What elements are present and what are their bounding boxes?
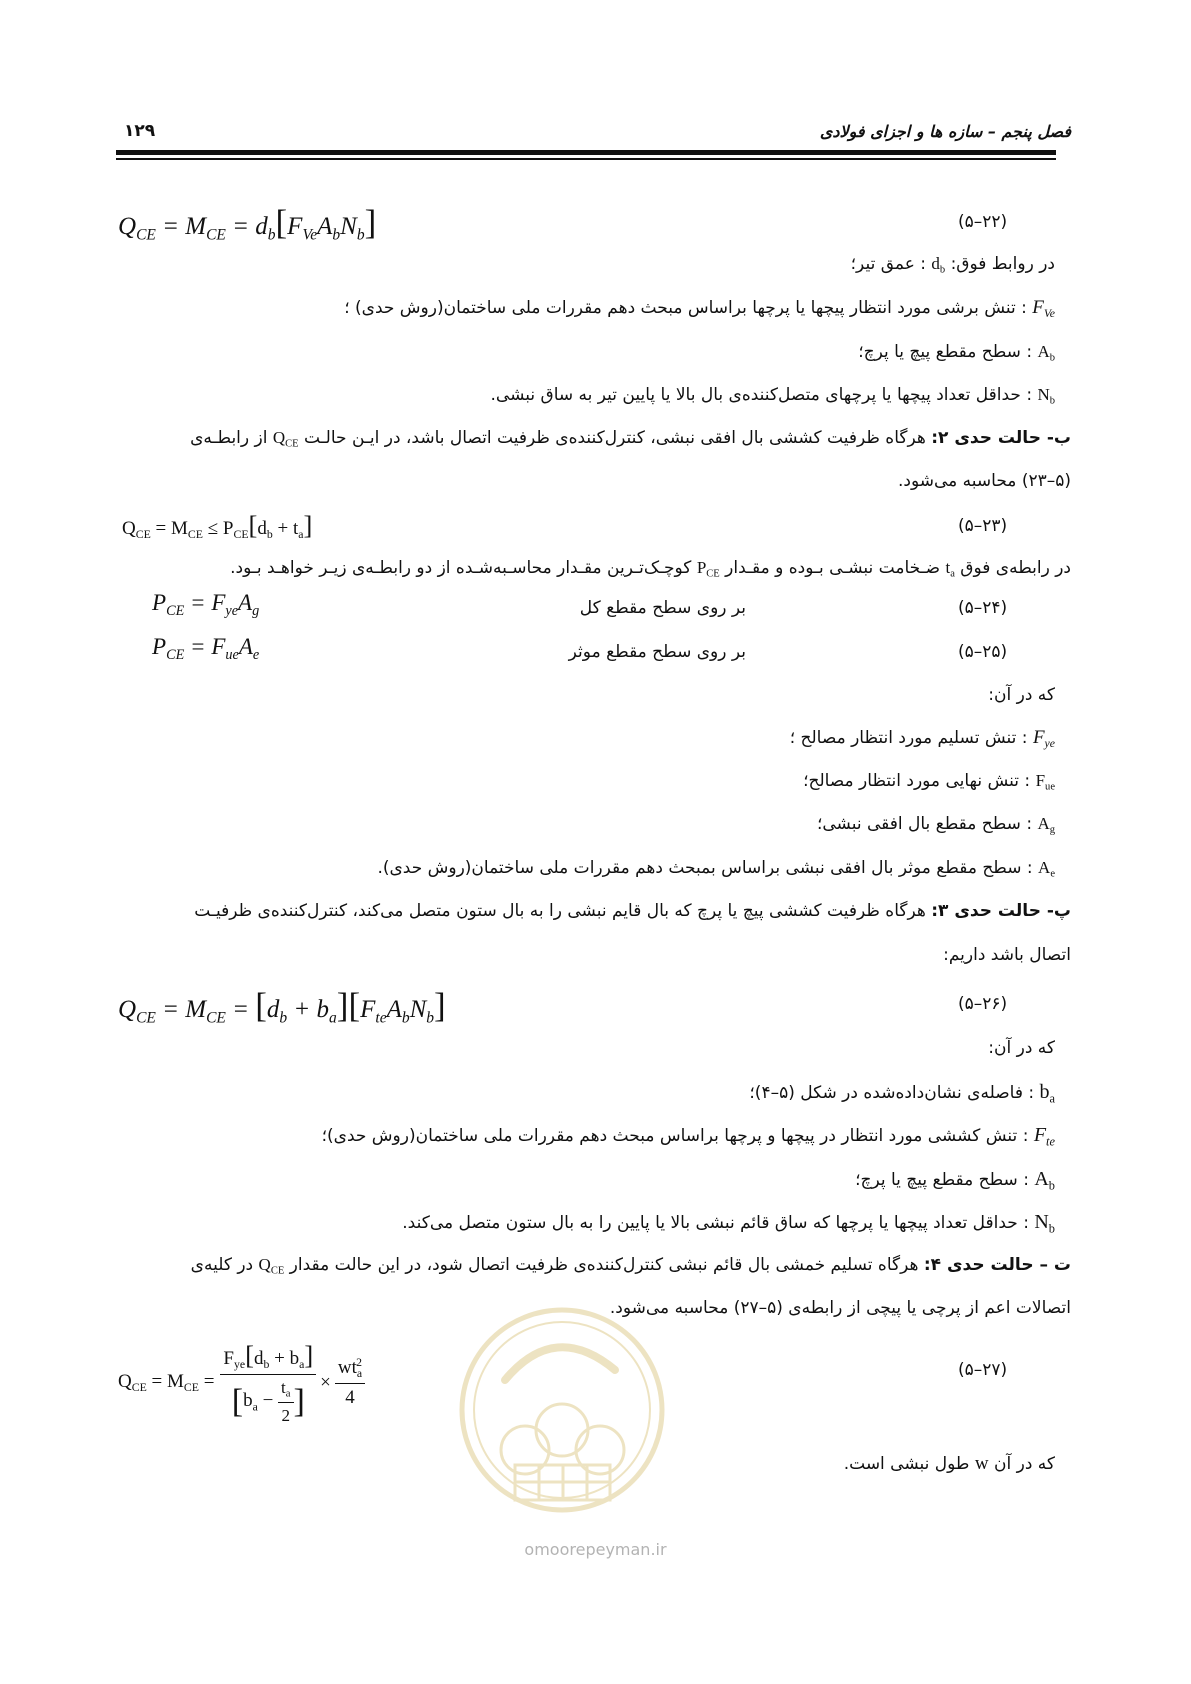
equation-26-number: (۵–۲۶): [958, 994, 1008, 1014]
eq27-second-fraction: $\frac{wt_a^2}{4}$: [335, 1356, 365, 1409]
defs2-intro: که در آن:: [988, 685, 1055, 705]
equation-22: $Q_{CE} = M_{CE} = d_b[F_{Ve}A_bN_b]$: [118, 203, 377, 244]
defs1-intro-line: در روابط فوق: $d_b$ : عمق تیر؛: [850, 254, 1055, 276]
equation-23-number: (۵–۲۳): [958, 516, 1008, 536]
watermark-logo: [455, 1300, 670, 1530]
page-number: ۱۲۹: [124, 121, 156, 141]
chapter-title: فصل پنجم – سازه ها و اجزای فولادی: [819, 122, 1071, 141]
header-rule-thin: [116, 158, 1056, 160]
def-fye: $F_{ye}$ : تنش تسلیم مورد انتظار مصالح ؛: [789, 727, 1055, 751]
case4-paragraph-line2: اتصالات اعم از پرچی یا پیچی از رابطه‌ی (۵–۲۷) محاسبه می‌شود.: [609, 1298, 1071, 1318]
equation-22-number: (۵–۲۲): [958, 212, 1008, 232]
def-fve: $F_{Ve}$ : تنش برشی مورد انتظار پیچها یا پرچها براساس مبحث دهم مقررات ملی ساختمان(روش حدی) ؛: [344, 297, 1055, 321]
equation-26: $Q_{CE} = M_{CE} = [d_b + b_a][F_{te}A_bN_b]$: [118, 986, 446, 1027]
equation-25: $P_{CE} = F_{ue}A_e$: [152, 634, 260, 663]
case4-paragraph: ت – حالت حدی ۴: هرگاه تسلیم خمشی بال قائم نبشی کنترل‌کننده‌ی ظرفیت اتصال شود، در این حالت مقدار $Q_{CE}$ در کلیه‌ی: [190, 1255, 1071, 1277]
equation-24: $P_{CE} = F_{ye}A_g$: [152, 590, 260, 619]
equation-27-number: (۵–۲۷): [958, 1360, 1008, 1380]
equation-24-label: بر روی سطح مقطع کل: [579, 598, 746, 618]
def-ae: $A_e$ : سطح مقطع موثر بال افقی نبشی براساس بمبحث دهم مقررات ملی ساختمان(روش حدی).: [377, 858, 1055, 880]
def-ag: $A_g$ : سطح مقطع بال افقی نبشی؛: [816, 814, 1055, 836]
eq27-main-fraction: $F_{ye}[d_b + b_a]$ [$b_a$ − $\frac{t_a}{2}$ ]: [220, 1340, 316, 1426]
para-after-eq23: در رابطه‌ی فوق $t_a$ ضـخامت نبشـی بـوده و مقـدار $P_{CE}$ کوچـک‌تـرین مقـدار محاسـبه‌شـده از دو رابطـه‌ی زیـر خواهـد بـود.: [230, 558, 1071, 580]
case2-paragraph-line2: (۵–۲۳) محاسبه می‌شود.: [897, 471, 1071, 491]
def-ba: $b_a$ : فاصله‌ی نشان‌داده‌شده در شکل (۵–۴)؛: [749, 1081, 1055, 1106]
case3-paragraph-line2: اتصال باشد داریم:: [943, 945, 1071, 965]
equation-25-label: بر روی سطح مقطع موثر: [568, 642, 746, 662]
def-fue: $F_{ue}$ : تنش نهایی مورد انتظار مصالح؛: [803, 771, 1055, 793]
def-ab-2: $A_b$ : سطح مقطع پیچ یا پرچ؛: [855, 1168, 1055, 1193]
closing-line: که در آن w طول نبشی است.: [843, 1453, 1055, 1474]
defs3-intro: که در آن:: [988, 1038, 1055, 1058]
header-rule-thick: [116, 150, 1056, 155]
equation-23: $Q_{CE} = M_{CE} \le P_{CE}[d_b + t_a]$: [122, 510, 313, 542]
def-ab: $A_b$ : سطح مقطع پیچ یا پرچ؛: [858, 342, 1055, 364]
case2-paragraph: ب- حالت حدی ۲: هرگاه ظرفیت کششی بال افقی نبشی، کنترل‌کننده‌ی ظرفیت اتصال باشد، در ایـن حالـت $Q_{CE}$ از رابطـه‌ی: [190, 428, 1071, 450]
def-fte: $F_{te}$ : تنش کششی مورد انتظار در پیچها و پرچها براساس مبحث دهم مقررات ملی ساختمان(روش حدی)؛: [321, 1124, 1055, 1149]
equation-24-number: (۵–۲۴): [958, 598, 1008, 618]
watermark-url: omoorepeyman.ir: [524, 1540, 667, 1559]
case3-paragraph: پ- حالت حدی ۳: هرگاه ظرفیت کششی پیچ یا پرچ که بال قایم نبشی را به بال ستون متصل می‌کند، کنترل‌کننده‌ی ظرفیـت: [194, 901, 1071, 921]
equation-25-number: (۵–۲۵): [958, 642, 1008, 662]
def-nb-2: $N_b$ : حداقل تعداد پیچها یا پرچها که ساق قائم نبشی بالا یا پایین را به بال ستون متصل می‌کند.: [402, 1211, 1055, 1236]
equation-27: $Q_{CE} = M_{CE}$ = $F_{ye}[d_b + b_a]$ [$b_a$ − $\frac{t_a}{2}$ ] × $\frac{wt_a^2}{4}$: [118, 1340, 365, 1426]
def-nb: $N_b$ : حداقل تعداد پیچها یا پرچهای متصل‌کننده‌ی بال بالا یا پایین تیر به ساق نبشی.: [490, 385, 1055, 407]
